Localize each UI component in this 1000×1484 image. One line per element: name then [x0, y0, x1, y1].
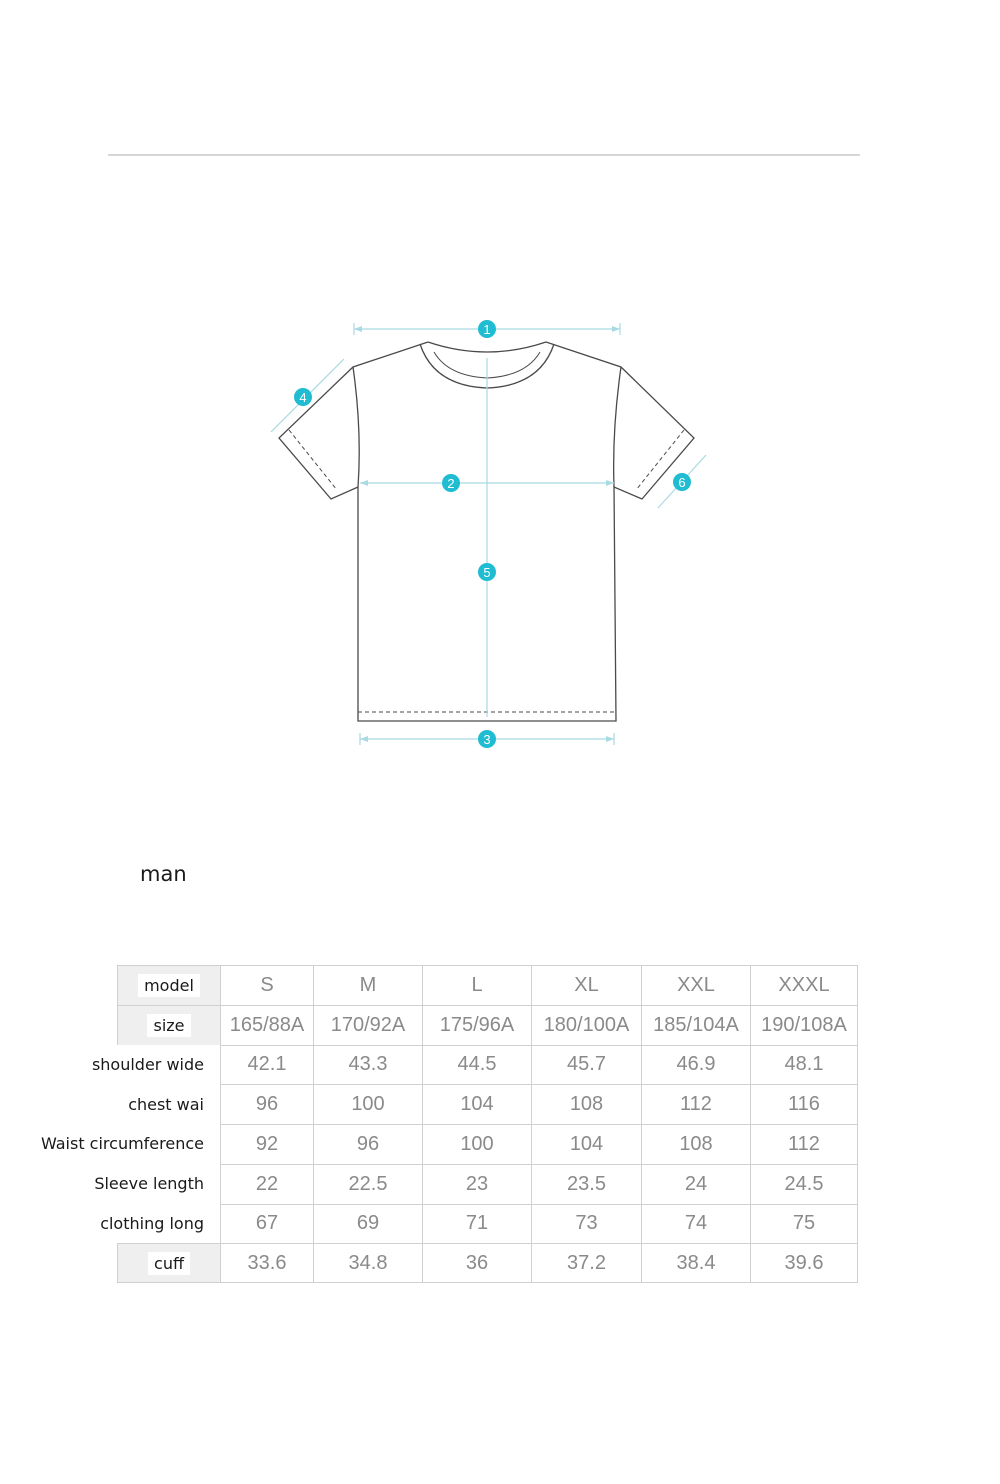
row-label-text: model — [138, 974, 200, 997]
marker-5 — [478, 563, 496, 581]
table-cell: 37.2 — [531, 1243, 641, 1283]
table-cell: 36 — [422, 1243, 531, 1283]
table-cell: 100 — [422, 1124, 531, 1164]
table-cell: 175/96A — [422, 1005, 531, 1045]
row-label — [117, 1243, 220, 1283]
table-cell: 75 — [750, 1204, 858, 1244]
table-cell: 24.5 — [750, 1164, 858, 1204]
size-chart-table — [40, 965, 858, 1283]
table-cell: 23.5 — [531, 1164, 641, 1204]
table-cell: 45.7 — [531, 1045, 641, 1085]
table-cell: 74 — [641, 1204, 750, 1244]
table-cell: XL — [531, 965, 641, 1005]
row-label-text: Waist circumference — [35, 1132, 210, 1155]
table-cell: S — [220, 965, 313, 1005]
row-label — [40, 1204, 220, 1244]
table-cell: 170/92A — [313, 1005, 422, 1045]
table-cell: 104 — [531, 1124, 641, 1164]
table-cell: 71 — [422, 1204, 531, 1244]
svg-text:3: 3 — [483, 732, 491, 747]
table-cell: 73 — [531, 1204, 641, 1244]
table-cell: 43.3 — [313, 1045, 422, 1085]
row-label-text: size — [147, 1014, 190, 1037]
row-label-text: Sleeve length — [88, 1172, 210, 1195]
table-cell: 185/104A — [641, 1005, 750, 1045]
table-cell: 116 — [750, 1084, 858, 1124]
table-cell: XXL — [641, 965, 750, 1005]
section-title: man — [140, 862, 187, 886]
row-label — [40, 1084, 220, 1124]
row-label-text: cuff — [148, 1252, 190, 1275]
table-cell: 108 — [531, 1084, 641, 1124]
svg-text:4: 4 — [299, 390, 307, 405]
svg-text:5: 5 — [483, 565, 491, 580]
row-label — [117, 965, 220, 1005]
table-cell: L — [422, 965, 531, 1005]
table-cell: 67 — [220, 1204, 313, 1244]
row-label-text: chest wai — [122, 1093, 210, 1116]
table-cell: 108 — [641, 1124, 750, 1164]
marker-3 — [478, 730, 496, 748]
table-cell: 92 — [220, 1124, 313, 1164]
svg-text:6: 6 — [678, 475, 686, 490]
table-cell: 34.8 — [313, 1243, 422, 1283]
marker-1 — [478, 320, 496, 338]
svg-text:2: 2 — [447, 476, 455, 491]
table-cell: 180/100A — [531, 1005, 641, 1045]
table-cell: 48.1 — [750, 1045, 858, 1085]
table-cell: 104 — [422, 1084, 531, 1124]
table-cell: 22 — [220, 1164, 313, 1204]
table-cell: 44.5 — [422, 1045, 531, 1085]
table-cell: 190/108A — [750, 1005, 858, 1045]
row-label — [40, 1124, 220, 1164]
table-cell: 165/88A — [220, 1005, 313, 1045]
table-cell: 46.9 — [641, 1045, 750, 1085]
row-label-text: clothing long — [94, 1212, 210, 1235]
marker-4 — [294, 388, 312, 406]
marker-6 — [673, 473, 691, 491]
table-cell: 69 — [313, 1204, 422, 1244]
table-cell: 96 — [313, 1124, 422, 1164]
table-cell: 39.6 — [750, 1243, 858, 1283]
row-label — [117, 1005, 220, 1045]
svg-text:1: 1 — [483, 322, 491, 337]
row-label — [40, 1045, 220, 1085]
table-cell: 24 — [641, 1164, 750, 1204]
table-cell: 100 — [313, 1084, 422, 1124]
table-cell: M — [313, 965, 422, 1005]
table-cell: 22.5 — [313, 1164, 422, 1204]
table-cell: 23 — [422, 1164, 531, 1204]
marker-2 — [442, 474, 460, 492]
row-label-text: shoulder wide — [86, 1053, 210, 1076]
table-cell: 42.1 — [220, 1045, 313, 1085]
table-cell: 112 — [641, 1084, 750, 1124]
table-cell: 33.6 — [220, 1243, 313, 1283]
row-label — [40, 1164, 220, 1204]
table-cell: 96 — [220, 1084, 313, 1124]
table-cell: 38.4 — [641, 1243, 750, 1283]
table-cell: 112 — [750, 1124, 858, 1164]
table-cell: XXXL — [750, 965, 858, 1005]
